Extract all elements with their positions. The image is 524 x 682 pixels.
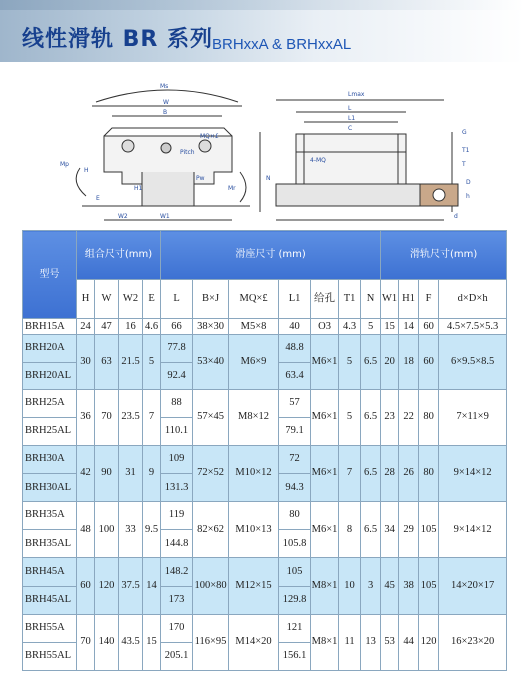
cell-f: 80	[419, 445, 439, 501]
cell-hole: M6×1	[311, 502, 339, 558]
cell-w2: 37.5	[119, 558, 143, 614]
label-d: d	[454, 213, 458, 220]
table-row	[23, 389, 507, 445]
screw-left	[122, 140, 134, 152]
cell-w1: 28	[381, 445, 399, 501]
cell-e: 7	[143, 389, 161, 445]
label-lmax: Lmax	[348, 91, 365, 98]
cell-l1-part: 63.4	[279, 362, 310, 390]
cell-h1: 26	[399, 445, 419, 501]
cell-l-part: 148.2	[161, 558, 192, 586]
cell-n: 3	[361, 558, 381, 614]
label-mp: Mp	[60, 161, 69, 168]
header-assembly: 组合尺寸(mm)	[77, 231, 161, 280]
cell-f: 80	[419, 389, 439, 445]
model-name	[23, 502, 77, 558]
model-name	[23, 445, 77, 501]
label-4mq: 4-MQ	[310, 157, 326, 164]
label-ms: Ms	[160, 83, 169, 90]
technical-drawing	[0, 72, 524, 228]
cell-n: 6.5	[361, 389, 381, 445]
cell-hole: M6×1	[311, 445, 339, 501]
screw-right	[199, 140, 211, 152]
model-name	[23, 389, 77, 445]
cell-ddh: 9×14×12	[439, 445, 507, 501]
cell-l-part: 109	[161, 445, 192, 473]
model-name-part: BRH20A	[23, 335, 76, 362]
cell-e: 9	[143, 445, 161, 501]
cell-bj: 116×95	[193, 614, 229, 670]
cell-hole: O3	[311, 319, 339, 335]
cell-mq: M8×12	[229, 389, 279, 445]
header-model: 型号	[23, 231, 77, 319]
col-f: F	[419, 280, 439, 319]
col-h: H	[77, 280, 95, 319]
cell-h1: 14	[399, 319, 419, 335]
cell-h1: 22	[399, 389, 419, 445]
label-d-big: D	[466, 179, 471, 186]
cell-w1: 23	[381, 389, 399, 445]
cell-l-part: 170	[168, 621, 185, 633]
cell-ddh: 14×20×17	[439, 558, 507, 614]
cell-n: 6.5	[361, 335, 381, 389]
cell-mq: M12×15	[229, 558, 279, 614]
cell-h1: 29	[399, 502, 419, 558]
model-name	[23, 614, 77, 670]
page-subtitle: BRHxxA & BRHxxAL	[212, 36, 352, 53]
cell-ddh: 16×23×20	[439, 614, 507, 670]
cell-l-part: 119	[168, 509, 185, 521]
cell-bj: 57×45	[193, 389, 229, 445]
label-b: B	[163, 109, 168, 116]
col-mq: MQ×£	[229, 280, 279, 319]
label-l1: L1	[348, 115, 356, 122]
model-name-part: BRH35A	[25, 509, 65, 521]
cell-l1-part: 105.8	[279, 529, 310, 558]
col-t1: T1	[339, 280, 361, 319]
cell-mq: M5×8	[229, 319, 279, 335]
table-row	[23, 502, 507, 558]
cell-f: 105	[419, 502, 439, 558]
table-row	[23, 558, 507, 614]
cell-l1-part: 57	[289, 396, 300, 408]
cell-mq: M10×12	[229, 445, 279, 501]
cell-w: 120	[95, 558, 119, 614]
cell-e: 15	[143, 614, 161, 670]
cell-l: 66	[161, 319, 193, 335]
cell-l-part: 92.4	[161, 362, 192, 390]
cell-e: 4.6	[143, 319, 161, 335]
cell-t1: 5	[339, 389, 361, 445]
model-name-part: BRH25A	[25, 396, 65, 408]
cell-w1: 53	[381, 614, 399, 670]
col-e: E	[143, 280, 161, 319]
label-g: G	[462, 129, 467, 136]
col-l: L	[161, 280, 193, 319]
model-name-part: BRH35AL	[23, 529, 76, 558]
col-hole: 给孔	[311, 280, 339, 319]
cell-bj: 100×80	[193, 558, 229, 614]
cell-h1: 18	[399, 335, 419, 389]
cell-l1	[279, 558, 311, 614]
cell-f: 105	[419, 558, 439, 614]
cell-h: 30	[77, 335, 95, 389]
cell-w2: 16	[119, 319, 143, 335]
cell-e: 5	[143, 335, 161, 389]
model-name-part: BRH55A	[25, 621, 65, 633]
col-ddh: d×D×h	[439, 280, 507, 319]
cell-w: 90	[95, 445, 119, 501]
cell-w1: 45	[381, 558, 399, 614]
col-w: W	[95, 280, 119, 319]
cell-l1	[279, 502, 311, 558]
header-bar	[0, 0, 524, 10]
header-rail: 滑轨尺寸(mm)	[381, 231, 507, 280]
label-w1: W1	[160, 213, 170, 220]
cell-n: 6.5	[361, 502, 381, 558]
cell-h: 70	[77, 614, 95, 670]
model-name-part: BRH45AL	[23, 586, 76, 615]
cell-l-part: 144.8	[161, 529, 192, 558]
cell-ddh: 6×9.5×8.5	[439, 335, 507, 389]
cell-l1-part: 48.8	[279, 335, 310, 362]
cell-e: 9.5	[143, 502, 161, 558]
cell-w: 63	[95, 335, 119, 389]
cell-w1: 15	[381, 319, 399, 335]
cell-h: 24	[77, 319, 95, 335]
cell-w: 100	[95, 502, 119, 558]
cell-t1: 7	[339, 445, 361, 501]
model-name-part: BRH55AL	[23, 642, 76, 671]
cell-hole: M8×1	[311, 614, 339, 670]
cell-bj: 53×40	[193, 335, 229, 389]
label-w2: W2	[118, 213, 128, 220]
cell-w2: 21.5	[119, 335, 143, 389]
cell-l1	[279, 389, 311, 445]
cell-t1: 8	[339, 502, 361, 558]
cell-l1-part: 105	[279, 558, 310, 586]
cell-t1: 11	[339, 614, 361, 670]
col-w1: W1	[381, 280, 399, 319]
cell-h1: 44	[399, 614, 419, 670]
cell-l	[161, 445, 193, 501]
cell-bj: 38×30	[193, 319, 229, 335]
model-name-part: BRH25AL	[23, 417, 76, 446]
cell-w: 47	[95, 319, 119, 335]
cell-w2: 33	[119, 502, 143, 558]
cell-h: 60	[77, 558, 95, 614]
cell-w2: 43.5	[119, 614, 143, 670]
col-l1: L1	[279, 280, 311, 319]
cell-l1-part: 79.1	[279, 417, 310, 446]
cell-l1-part: 129.8	[279, 586, 310, 615]
cell-l-part: 131.3	[161, 473, 192, 502]
model-name-part: BRH30A	[23, 445, 76, 473]
cell-hole: M6×1	[311, 389, 339, 445]
cell-t1: 4.3	[339, 319, 361, 335]
cell-bj: 72×52	[193, 445, 229, 501]
cell-bj: 82×62	[193, 502, 229, 558]
cell-w2: 23.5	[119, 389, 143, 445]
cell-h: 42	[77, 445, 95, 501]
label-pitch: Pitch	[180, 149, 195, 156]
col-h1: H1	[399, 280, 419, 319]
model-name: BRH15A	[23, 319, 77, 335]
cell-e: 14	[143, 558, 161, 614]
cell-h: 48	[77, 502, 95, 558]
cell-l1: 40	[279, 319, 311, 335]
cell-l	[161, 389, 193, 445]
col-bj: B×J	[193, 280, 229, 319]
cell-f: 60	[419, 335, 439, 389]
cell-l1-part: 94.3	[279, 473, 310, 502]
table-row	[23, 335, 507, 389]
cell-f: 120	[419, 614, 439, 670]
cell-hole: M6×1	[311, 335, 339, 389]
label-mr: Mr	[228, 185, 236, 192]
cell-f: 60	[419, 319, 439, 335]
cell-t1: 10	[339, 558, 361, 614]
cell-h: 36	[77, 389, 95, 445]
page-title: 线性滑轨 BR 系列	[22, 27, 214, 52]
label-t: T	[462, 161, 466, 168]
group-header-row	[23, 231, 507, 280]
cell-l	[161, 502, 193, 558]
model-name-part: BRH45A	[23, 558, 76, 586]
col-n: N	[361, 280, 381, 319]
cell-l-part: 205.1	[161, 642, 192, 671]
col-w2: W2	[119, 280, 143, 319]
spec-table	[22, 230, 507, 671]
cell-w: 70	[95, 389, 119, 445]
cell-n: 13	[361, 614, 381, 670]
cell-ddh: 4.5×7.5×5.3	[439, 319, 507, 335]
page-header	[0, 0, 524, 62]
label-n: N	[266, 175, 271, 182]
cell-h1: 38	[399, 558, 419, 614]
cell-l-part: 173	[161, 586, 192, 615]
cell-ddh: 9×14×12	[439, 502, 507, 558]
model-name-part: BRH30AL	[23, 473, 76, 502]
cell-l	[161, 558, 193, 614]
cell-l1-part: 121	[286, 621, 303, 633]
cell-l-part: 88	[171, 396, 182, 408]
cell-ddh: 7×11×9	[439, 389, 507, 445]
table-row	[23, 319, 507, 335]
label-e: E	[96, 195, 100, 202]
label-t1: T1	[462, 147, 470, 154]
model-name	[23, 335, 77, 389]
cell-t1: 5	[339, 335, 361, 389]
cell-l1	[279, 445, 311, 501]
cell-n: 6.5	[361, 445, 381, 501]
cell-w1: 20	[381, 335, 399, 389]
rail-front-outline	[142, 172, 194, 206]
table-row	[23, 445, 507, 501]
cell-mq: M6×9	[229, 335, 279, 389]
column-header-row	[23, 280, 507, 319]
cell-l1-part: 156.1	[279, 642, 310, 671]
label-c: C	[348, 125, 353, 132]
model-name	[23, 558, 77, 614]
label-pw: Pw	[196, 175, 205, 182]
cell-l1	[279, 335, 311, 389]
label-l: L	[348, 105, 352, 112]
cell-l-part: 77.8	[161, 335, 192, 362]
cell-w2: 31	[119, 445, 143, 501]
label-h-small: h	[466, 193, 470, 200]
cell-w1: 34	[381, 502, 399, 558]
cell-hole: M8×1	[311, 558, 339, 614]
cell-mq: M14×20	[229, 614, 279, 670]
cell-mq: M10×13	[229, 502, 279, 558]
cell-n: 5	[361, 319, 381, 335]
model-name-part: BRH20AL	[23, 362, 76, 390]
cell-w: 140	[95, 614, 119, 670]
cell-l1	[279, 614, 311, 670]
header-block: 滑座尺寸 (mm)	[161, 231, 381, 280]
cell-l1-part: 72	[279, 445, 310, 473]
table-row	[23, 614, 507, 670]
rail-side-outline	[276, 184, 444, 206]
cell-l	[161, 614, 193, 670]
label-h1: H1	[134, 185, 143, 192]
cell-l	[161, 335, 193, 389]
label-mq: MQ×£	[200, 133, 219, 140]
label-h: H	[84, 167, 89, 174]
cell-l1-part: 80	[289, 509, 300, 521]
label-w: W	[163, 99, 169, 106]
cell-l-part: 110.1	[161, 417, 192, 446]
